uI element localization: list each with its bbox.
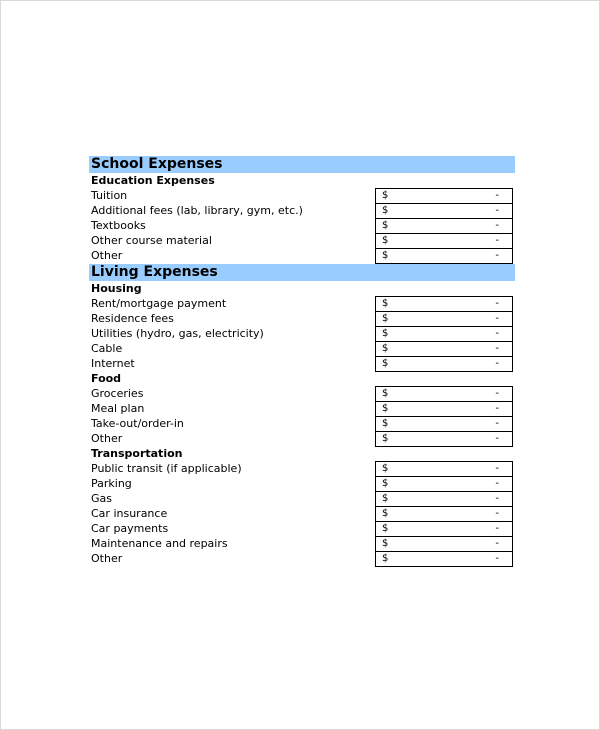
amount-value: - (495, 463, 499, 474)
row-groceries (89, 386, 515, 401)
row-parking (89, 476, 515, 491)
currency-symbol: $ (382, 190, 389, 201)
row-textbooks (89, 218, 515, 233)
amount-value: - (495, 388, 499, 399)
amount-cell[interactable] (375, 356, 513, 372)
amount-value: - (495, 205, 499, 216)
currency-symbol: $ (382, 298, 389, 309)
row-education-other (89, 248, 515, 263)
row-internet (89, 356, 515, 371)
amount-cell[interactable] (375, 296, 513, 311)
currency-symbol: $ (382, 343, 389, 354)
row-public-transit (89, 461, 515, 476)
row-food-other (89, 431, 515, 446)
currency-symbol: $ (382, 433, 389, 444)
currency-symbol: $ (382, 523, 389, 534)
row-label: Tuition (91, 189, 128, 202)
currency-symbol: $ (382, 553, 389, 564)
amount-value: - (495, 190, 499, 201)
amount-value: - (495, 553, 499, 564)
amount-cell[interactable] (375, 521, 513, 536)
row-label: Gas (91, 492, 112, 505)
row-label: Meal plan (91, 402, 145, 415)
row-rent (89, 296, 515, 311)
amount-value: - (495, 538, 499, 549)
row-label: Internet (91, 357, 135, 370)
expense-sheet (89, 156, 515, 566)
amount-value: - (495, 298, 499, 309)
amount-value: - (495, 418, 499, 429)
row-take-out (89, 416, 515, 431)
row-label: Cable (91, 342, 123, 355)
row-label: Car insurance (91, 507, 168, 520)
amount-cell[interactable] (375, 551, 513, 567)
row-tuition (89, 188, 515, 203)
row-label: Textbooks (91, 219, 146, 232)
row-car-insurance (89, 506, 515, 521)
amount-cell[interactable] (375, 188, 513, 203)
amount-cell[interactable] (375, 341, 513, 356)
currency-symbol: $ (382, 205, 389, 216)
section-header-school: School Expenses (89, 156, 515, 173)
currency-symbol: $ (382, 463, 389, 474)
amount-value: - (495, 235, 499, 246)
amount-cell[interactable] (375, 386, 513, 401)
amount-value: - (495, 358, 499, 369)
amount-cell[interactable] (375, 218, 513, 233)
amount-value: - (495, 403, 499, 414)
currency-symbol: $ (382, 358, 389, 369)
currency-symbol: $ (382, 388, 389, 399)
row-label: Parking (91, 477, 132, 490)
amount-cell[interactable] (375, 491, 513, 506)
row-label: Take-out/order-in (91, 417, 184, 430)
amount-cell[interactable] (375, 476, 513, 491)
row-maintenance (89, 536, 515, 551)
amount-value: - (495, 250, 499, 261)
amount-cell[interactable] (375, 311, 513, 326)
amount-value: - (495, 328, 499, 339)
amount-cell[interactable] (375, 233, 513, 248)
amount-value: - (495, 493, 499, 504)
currency-symbol: $ (382, 493, 389, 504)
row-label: Groceries (91, 387, 144, 400)
section-header-living: Living Expenses (89, 264, 515, 281)
amount-cell[interactable] (375, 461, 513, 476)
currency-symbol: $ (382, 478, 389, 489)
row-label: Other (91, 552, 123, 565)
row-cable (89, 341, 515, 356)
amount-value: - (495, 220, 499, 231)
row-label: Maintenance and repairs (91, 537, 228, 550)
amount-value: - (495, 313, 499, 324)
group-title-education: Education Expenses (91, 174, 215, 187)
row-additional-fees (89, 203, 515, 218)
amount-value: - (495, 508, 499, 519)
row-label: Other (91, 249, 123, 262)
amount-cell[interactable] (375, 248, 513, 264)
row-label: Other (91, 432, 123, 445)
currency-symbol: $ (382, 235, 389, 246)
group-title-transportation: Transportation (91, 447, 183, 460)
row-label: Car payments (91, 522, 169, 535)
row-label: Rent/mortgage payment (91, 297, 227, 310)
currency-symbol: $ (382, 508, 389, 519)
currency-symbol: $ (382, 418, 389, 429)
row-car-payments (89, 521, 515, 536)
amount-value: - (495, 343, 499, 354)
amount-value: - (495, 478, 499, 489)
currency-symbol: $ (382, 403, 389, 414)
currency-symbol: $ (382, 538, 389, 549)
row-meal-plan (89, 401, 515, 416)
amount-cell[interactable] (375, 203, 513, 218)
amount-cell[interactable] (375, 536, 513, 551)
currency-symbol: $ (382, 220, 389, 231)
row-utilities (89, 326, 515, 341)
row-label: Residence fees (91, 312, 174, 325)
row-gas (89, 491, 515, 506)
group-title-food: Food (91, 372, 122, 385)
row-label: Public transit (if applicable) (91, 462, 242, 475)
amount-cell[interactable] (375, 506, 513, 521)
currency-symbol: $ (382, 250, 389, 261)
row-residence-fees (89, 311, 515, 326)
amount-cell[interactable] (375, 401, 513, 416)
amount-cell[interactable] (375, 431, 513, 447)
amount-value: - (495, 523, 499, 534)
row-transportation-other (89, 551, 515, 566)
amount-value: - (495, 433, 499, 444)
row-other-course-material (89, 233, 515, 248)
amount-cell[interactable] (375, 326, 513, 341)
currency-symbol: $ (382, 328, 389, 339)
amount-cell[interactable] (375, 416, 513, 431)
row-label: Utilities (hydro, gas, electricity) (91, 327, 264, 340)
row-label: Other course material (91, 234, 212, 247)
row-label: Additional fees (lab, library, gym, etc.) (91, 204, 303, 217)
currency-symbol: $ (382, 313, 389, 324)
group-title-housing: Housing (91, 282, 142, 295)
